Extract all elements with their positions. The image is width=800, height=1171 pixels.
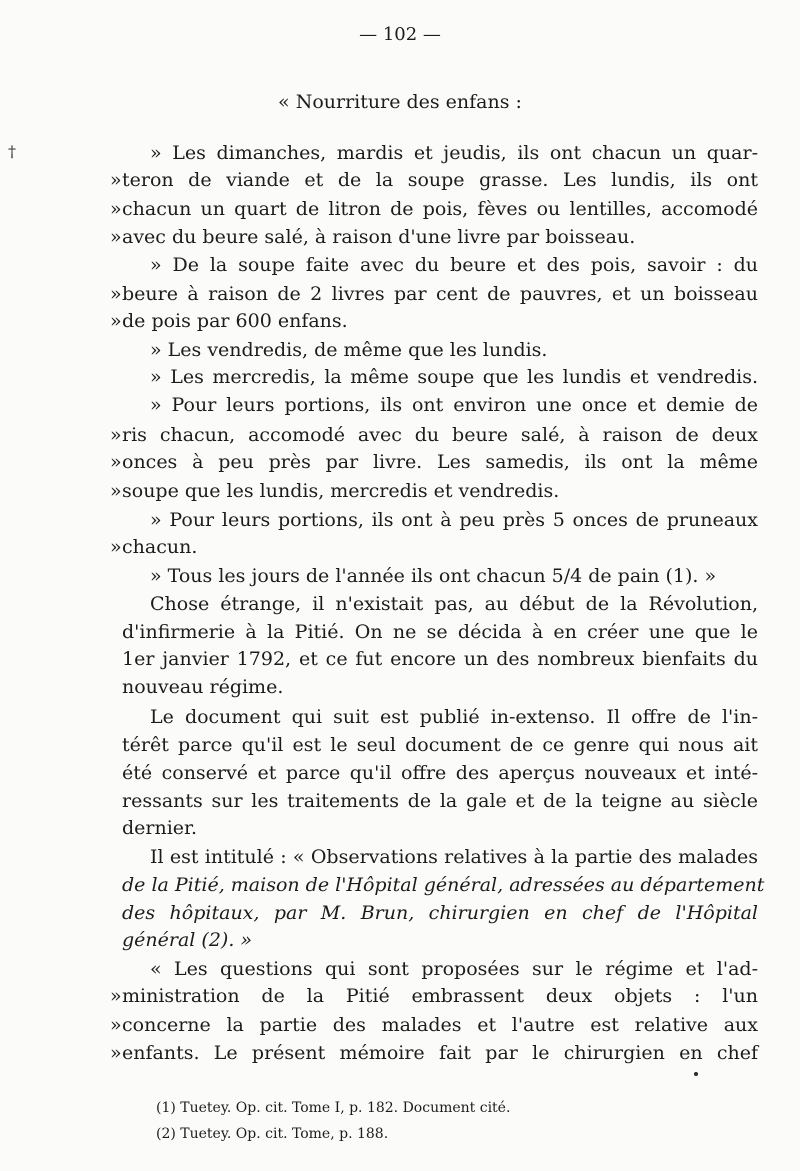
- text-line: » Tous les jours de l'année ils ont chacun 5/4 de pain (1). »: [150, 565, 717, 587]
- text-line: Chose étrange, il n'existait pas, au début de la Révolution,: [150, 593, 758, 615]
- guillemet-marker: »: [110, 226, 122, 248]
- guillemet-marker: »: [110, 198, 122, 220]
- text-line: ris chacun, accomodé avec du beure salé, à raison de deux »: [122, 421, 758, 449]
- text-line: » De la soupe faite avec du beure et des pois, savoir : du: [150, 254, 758, 276]
- ink-speck: [694, 1072, 698, 1076]
- text-line: chacun un quart de litron de pois, fèves ou lentilles, accomodé »: [122, 195, 758, 223]
- text-line: Il est intitulé : « Observations relatives à la partie des malades: [150, 846, 758, 868]
- text-line: de la Pitié, maison de l'Hôpital général, adressées au département: [122, 874, 765, 896]
- page-number: — 102 —: [359, 24, 441, 45]
- footnote: (2) Tuetey. Op. cit. Tome, p. 188.: [156, 1126, 389, 1142]
- text-line: de pois par 600 enfans. »: [122, 307, 758, 335]
- text-line: » Les dimanches, mardis et jeudis, ils ont chacun un quar-: [150, 142, 758, 164]
- text-line: » Pour leurs portions, ils ont à peu près 5 onces de pruneaux: [150, 509, 758, 531]
- text-line: été conservé et parce qu'il offre des aperçus nouveaux et inté-: [122, 762, 758, 784]
- text-line: » Pour leurs portions, ils ont environ une once et demie de: [150, 394, 758, 416]
- text-line: onces à peu près par livre. Les samedis, ils ont la même »: [122, 448, 758, 476]
- guillemet-marker: »: [110, 1014, 122, 1036]
- text-line: enfants. Le présent mémoire fait par le chirurgien en chef »: [122, 1039, 758, 1067]
- guillemet-marker: »: [110, 451, 122, 473]
- guillemet-marker: »: [110, 480, 122, 502]
- text-line: d'infirmerie à la Pitié. On ne se décida à en créer une que le: [122, 621, 758, 643]
- text-line: des hôpitaux, par M. Brun, chirurgien en chef de l'Hôpital: [122, 902, 758, 924]
- text-line: « Nourriture des enfans :: [278, 91, 522, 113]
- text-line: soupe que les lundis, mercredis et vendredis. »: [122, 477, 758, 505]
- guillemet-marker: »: [110, 985, 122, 1007]
- guillemet-marker: »: [110, 169, 122, 191]
- text-line: nouveau régime.: [122, 676, 284, 698]
- text-line: ministration de la Pitié embrassent deux objets : l'un »: [122, 982, 758, 1010]
- text-line: » Les vendredis, de même que les lundis.: [150, 339, 548, 361]
- text-line: chacun. »: [122, 533, 758, 561]
- guillemet-marker: »: [110, 310, 122, 332]
- guillemet-marker: »: [110, 1042, 122, 1064]
- text-line: avec du beure salé, à raison d'une livre par boisseau. »: [122, 223, 758, 251]
- text-line: général (2). »: [122, 929, 253, 951]
- text-line: ressants sur les traitements de la gale et de la teigne au siècle: [122, 790, 758, 812]
- text-line: concerne la partie des malades et l'autre est relative aux »: [122, 1011, 758, 1039]
- footnote: (1) Tuetey. Op. cit. Tome I, p. 182. Document cité.: [156, 1100, 511, 1116]
- text-line: 1er janvier 1792, et ce fut encore un des nombreux bienfaits du: [122, 648, 758, 670]
- guillemet-marker: »: [110, 283, 122, 305]
- text-line: beure à raison de 2 livres par cent de pauvres, et un boisseau »: [122, 280, 758, 308]
- guillemet-marker: »: [110, 424, 122, 446]
- guillemet-marker: »: [110, 536, 122, 558]
- margin-mark: †: [8, 142, 16, 161]
- text-line: dernier.: [122, 817, 198, 839]
- text-line: Le document qui suit est publié in-extenso. Il offre de l'in-: [150, 706, 758, 728]
- text-line: teron de viande et de la soupe grasse. Les lundis, ils ont »: [122, 166, 758, 194]
- text-line: » Les mercredis, la même soupe que les lundis et vendredis.: [150, 366, 758, 388]
- text-line: « Les questions qui sont proposées sur le régime et l'ad-: [150, 958, 758, 980]
- text-line: térêt parce qu'il est le seul document de ce genre qui nous ait: [122, 734, 758, 756]
